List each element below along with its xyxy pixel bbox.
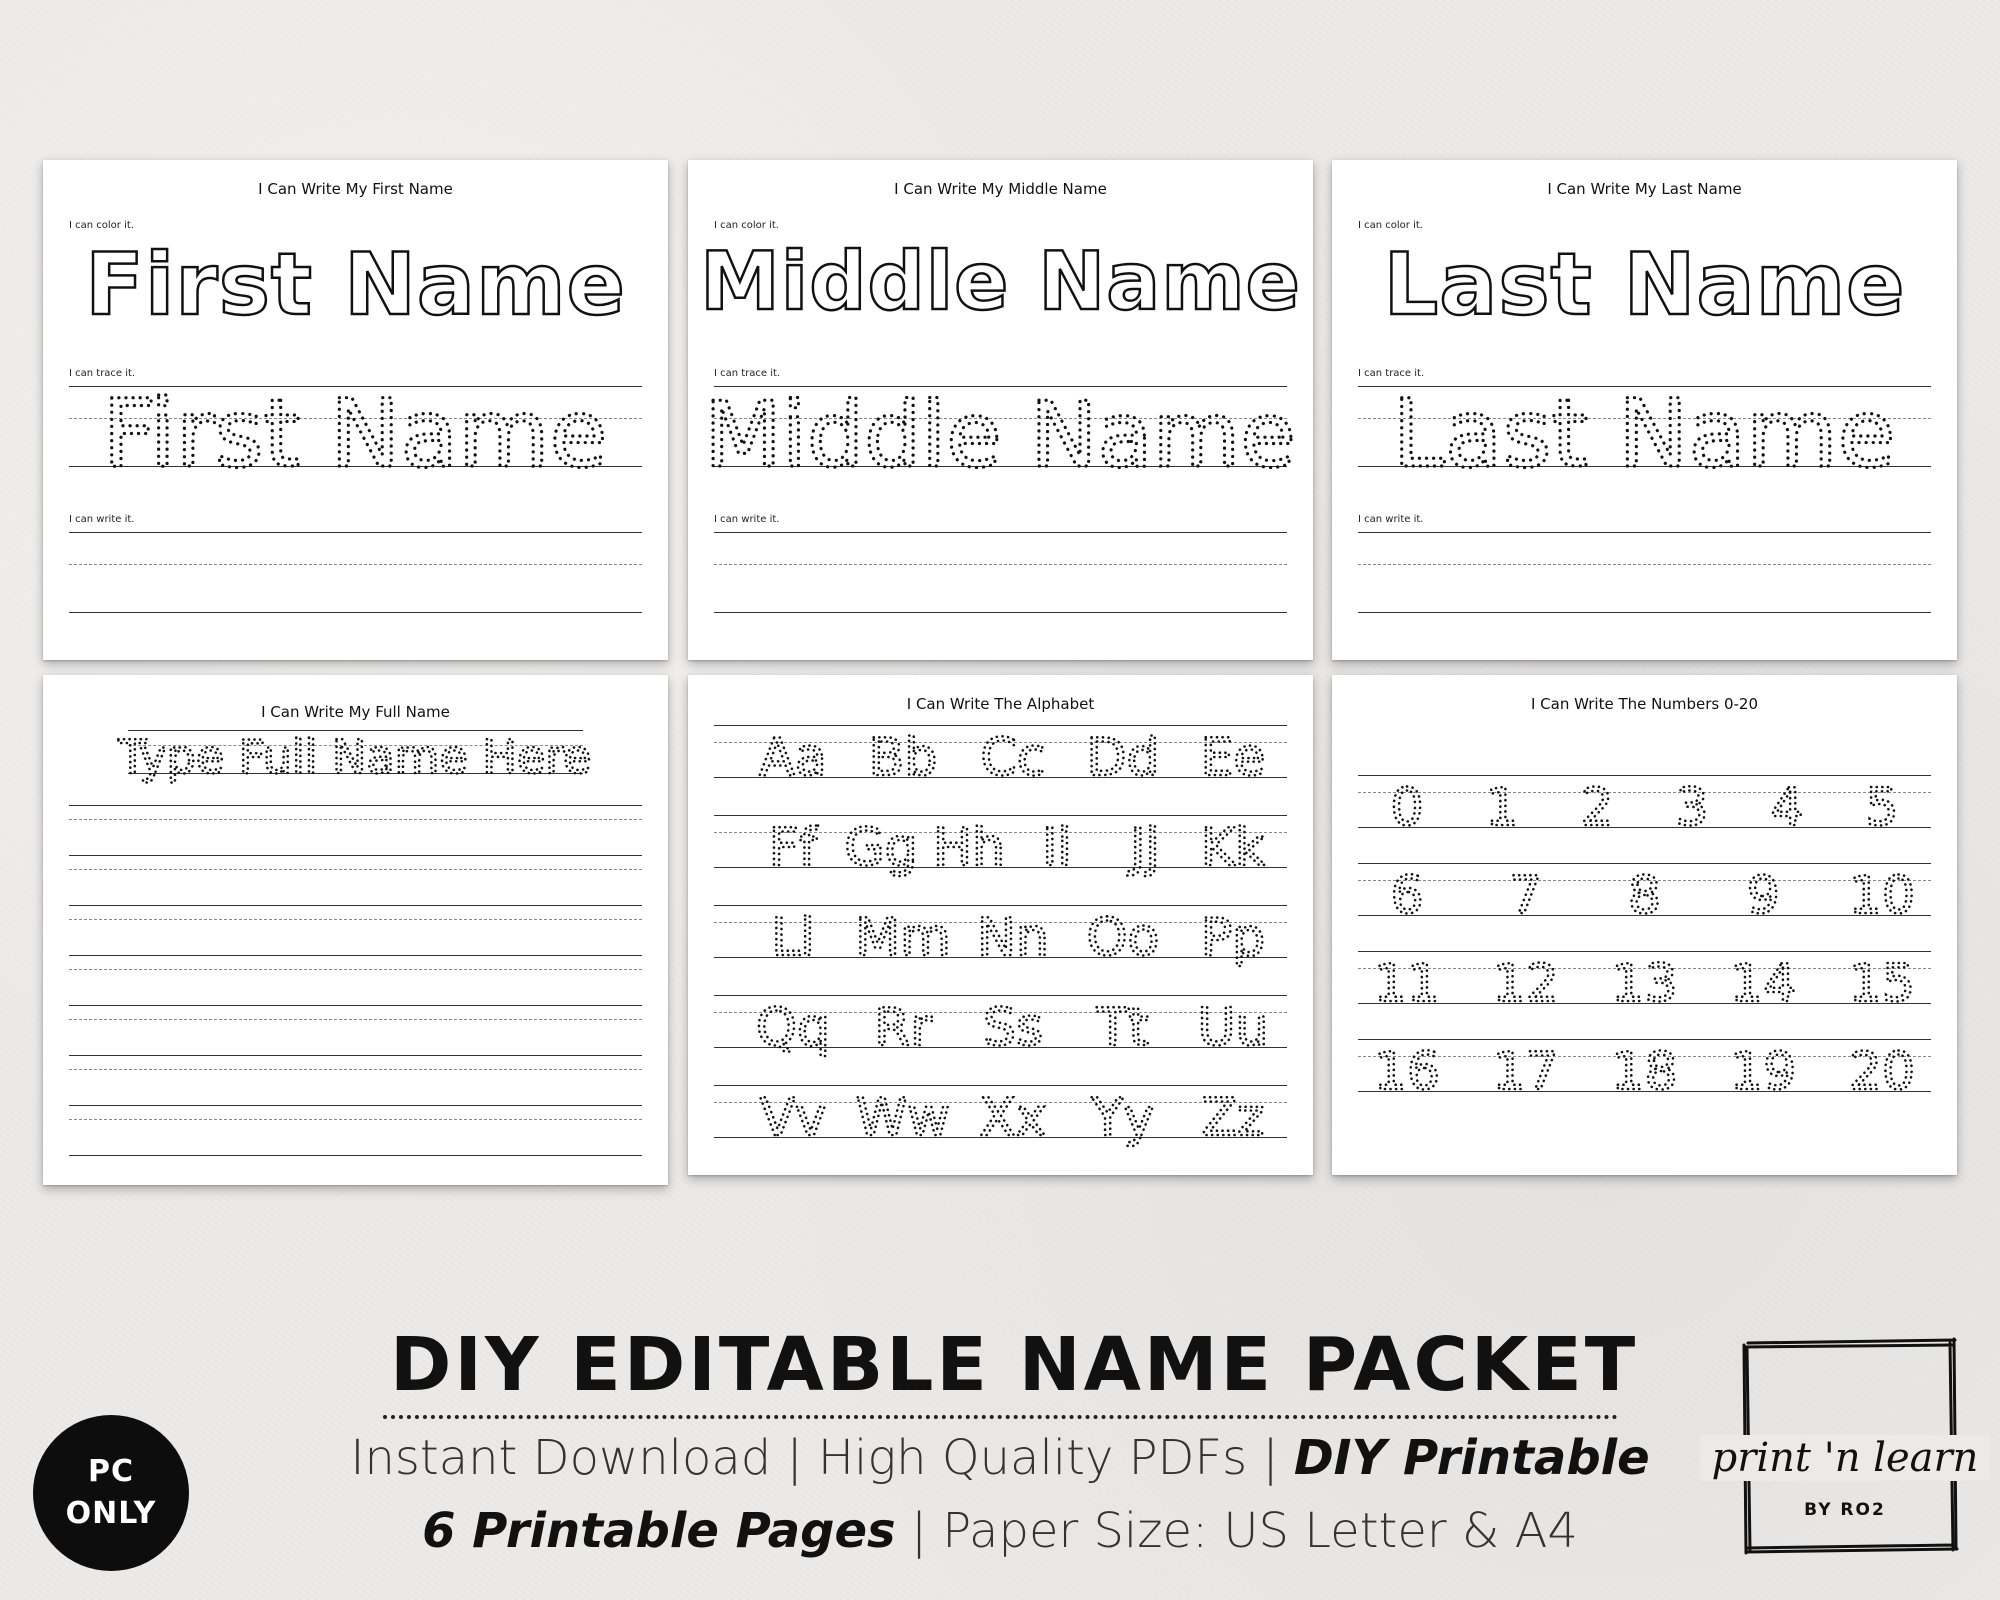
number-glyph: 14 <box>1730 954 1797 1014</box>
trace-row <box>688 1077 1313 1157</box>
number-glyph: 5 <box>1865 778 1899 838</box>
feature-page-count: 6 Printable Pages <box>422 1503 896 1559</box>
alphabet-glyph: Vv <box>759 1088 827 1148</box>
number-glyph: 7 <box>1509 866 1543 926</box>
writing-top-line <box>69 805 642 806</box>
trace-row <box>1332 943 1957 1023</box>
number-glyph: 11 <box>1373 954 1441 1014</box>
writing-top-line <box>69 1005 642 1006</box>
trace-text: Last Name <box>1392 380 1896 489</box>
alphabet-glyph: Ss <box>982 998 1044 1058</box>
alphabet-glyph: Hh <box>932 818 1006 878</box>
alphabet-glyph: Ff <box>768 818 818 878</box>
write-mid-dash <box>1358 564 1931 565</box>
logo-wordmark: print 'n learn <box>1700 1435 1990 1481</box>
write-top-line <box>714 532 1287 533</box>
alphabet-glyph: Gg <box>844 818 918 878</box>
color-label: I can color it. <box>69 220 134 231</box>
number-glyph: 17 <box>1492 1042 1559 1102</box>
alphabet-glyph: Mm <box>855 908 951 968</box>
sheet-title: I Can Write My Full Name <box>261 703 450 721</box>
trace-row <box>688 717 1313 797</box>
alphabet-glyph: Zz <box>1201 1088 1265 1148</box>
writing-mid-dash <box>69 919 642 920</box>
logo-byline: BY RO2 <box>1804 1500 1886 1520</box>
badge-line-1: PC <box>87 1454 134 1489</box>
trace-row <box>688 807 1313 887</box>
trace-text: Middle Name <box>704 383 1296 488</box>
number-glyph: 1 <box>1485 778 1519 838</box>
alphabet-glyph: Aa <box>759 728 827 788</box>
alphabet-glyph: Uu <box>1197 998 1269 1058</box>
outline-name: Last Name <box>1383 235 1906 335</box>
feature-line-2-text: | Paper Size: US Letter & A4 <box>895 1503 1578 1559</box>
writing-top-line <box>69 955 642 956</box>
trace-name <box>1332 380 1957 489</box>
write-base-line <box>69 612 642 613</box>
alphabet-glyph: Bb <box>868 728 938 788</box>
alphabet-glyph: Ii <box>1042 818 1072 878</box>
alphabet-glyph: Yy <box>1091 1088 1155 1148</box>
alphabet-glyph: Tt <box>1096 998 1150 1058</box>
sheet-title: I Can Write The Numbers 0-20 <box>1530 695 1759 713</box>
feature-line-1-text: Instant Download | High Quality PDFs | <box>350 1430 1294 1486</box>
number-glyph: 10 <box>1848 866 1916 926</box>
writing-mid-dash <box>69 1069 642 1070</box>
worksheet-numbers <box>1332 675 1957 1175</box>
alphabet-glyph: Ee <box>1200 728 1266 788</box>
write-label: I can write it. <box>1358 514 1424 525</box>
trace-text: First Name <box>102 380 608 489</box>
writing-top-line <box>69 1105 642 1106</box>
write-mid-dash <box>714 564 1287 565</box>
writing-mid-dash <box>69 1119 642 1120</box>
write-base-line <box>714 612 1287 613</box>
write-top-line <box>69 532 642 533</box>
worksheet-alphabet <box>688 675 1313 1175</box>
sheet-title: I Can Write The Alphabet <box>906 695 1095 713</box>
color-label: I can color it. <box>714 220 779 231</box>
write-top-line <box>1358 532 1931 533</box>
worksheet-last-name <box>1332 160 1957 660</box>
sheet-title: I Can Write My Last Name <box>1547 180 1742 198</box>
trace-label: I can trace it. <box>1358 368 1425 379</box>
feature-line-2 <box>300 1503 1700 1559</box>
number-glyph: 6 <box>1390 866 1424 926</box>
feature-diy-printable: DIY Printable <box>1293 1430 1650 1486</box>
trace-label: I can trace it. <box>714 368 781 379</box>
trace-row <box>1332 767 1957 847</box>
trace-row <box>688 897 1313 977</box>
number-glyph: 16 <box>1373 1042 1441 1102</box>
number-glyph: 13 <box>1611 954 1678 1014</box>
number-glyph: 4 <box>1770 778 1804 838</box>
alphabet-glyph: Ww <box>856 1088 950 1148</box>
alphabet-glyph: Qq <box>756 998 830 1058</box>
trace-row <box>1332 855 1957 935</box>
outline-name: Middle Name <box>700 235 1301 328</box>
pc-only-badge <box>33 1415 189 1571</box>
writing-bottom-line <box>69 1155 642 1156</box>
trace-name <box>688 380 1313 488</box>
badge-line-2: ONLY <box>65 1496 157 1531</box>
writing-top-line <box>69 905 642 906</box>
title-divider <box>383 1415 1618 1419</box>
trace-name <box>43 380 668 489</box>
alphabet-glyph: Rr <box>874 998 932 1058</box>
write-base-line <box>1358 612 1931 613</box>
worksheet-middle-name <box>688 160 1313 660</box>
writing-mid-dash <box>69 969 642 970</box>
alphabet-glyph: Cc <box>980 728 1046 788</box>
number-glyph: 15 <box>1848 954 1916 1014</box>
trace-text: Type Full Name Here <box>118 730 592 784</box>
writing-mid-dash <box>69 869 642 870</box>
alphabet-glyph: Oo <box>1086 908 1160 968</box>
outline-name: First Name <box>85 235 626 335</box>
alphabet-glyph: Pp <box>1200 908 1266 968</box>
trace-label: I can trace it. <box>69 368 136 379</box>
color-label: I can color it. <box>1358 220 1423 231</box>
number-glyph: 2 <box>1580 778 1614 838</box>
brand-logo <box>1700 1335 1990 1575</box>
writing-top-line <box>69 855 642 856</box>
worksheet-first-name <box>43 160 668 660</box>
trace-row <box>1332 1031 1957 1111</box>
alphabet-glyph: Nn <box>977 908 1049 968</box>
alphabet-glyph: Kk <box>1200 818 1266 878</box>
write-label: I can write it. <box>69 514 135 525</box>
feature-line-1 <box>300 1430 1700 1486</box>
write-mid-dash <box>69 564 642 565</box>
writing-top-line <box>69 1055 642 1056</box>
number-glyph: 8 <box>1627 866 1662 926</box>
trace-row <box>688 987 1313 1067</box>
alphabet-glyph: Dd <box>1086 728 1160 788</box>
number-glyph: 19 <box>1730 1042 1797 1102</box>
number-glyph: 18 <box>1611 1042 1678 1102</box>
write-label: I can write it. <box>714 514 780 525</box>
number-glyph: 3 <box>1675 778 1709 838</box>
trace-full-name <box>43 725 668 795</box>
number-glyph: 20 <box>1848 1042 1916 1102</box>
writing-mid-dash <box>69 819 642 820</box>
number-glyph: 12 <box>1492 954 1559 1014</box>
alphabet-glyph: Jj <box>1130 818 1160 878</box>
writing-mid-dash <box>69 1019 642 1020</box>
alphabet-glyph: Ll <box>771 908 815 968</box>
sheet-title: I Can Write My Middle Name <box>894 180 1107 198</box>
number-glyph: 0 <box>1390 778 1424 838</box>
sheet-title: I Can Write My First Name <box>258 180 453 198</box>
alphabet-glyph: Xx <box>979 1088 1047 1148</box>
worksheet-full-name <box>43 675 668 1185</box>
number-glyph: 9 <box>1746 866 1780 926</box>
product-title: DIY EDITABLE NAME PACKET <box>390 1322 1639 1408</box>
